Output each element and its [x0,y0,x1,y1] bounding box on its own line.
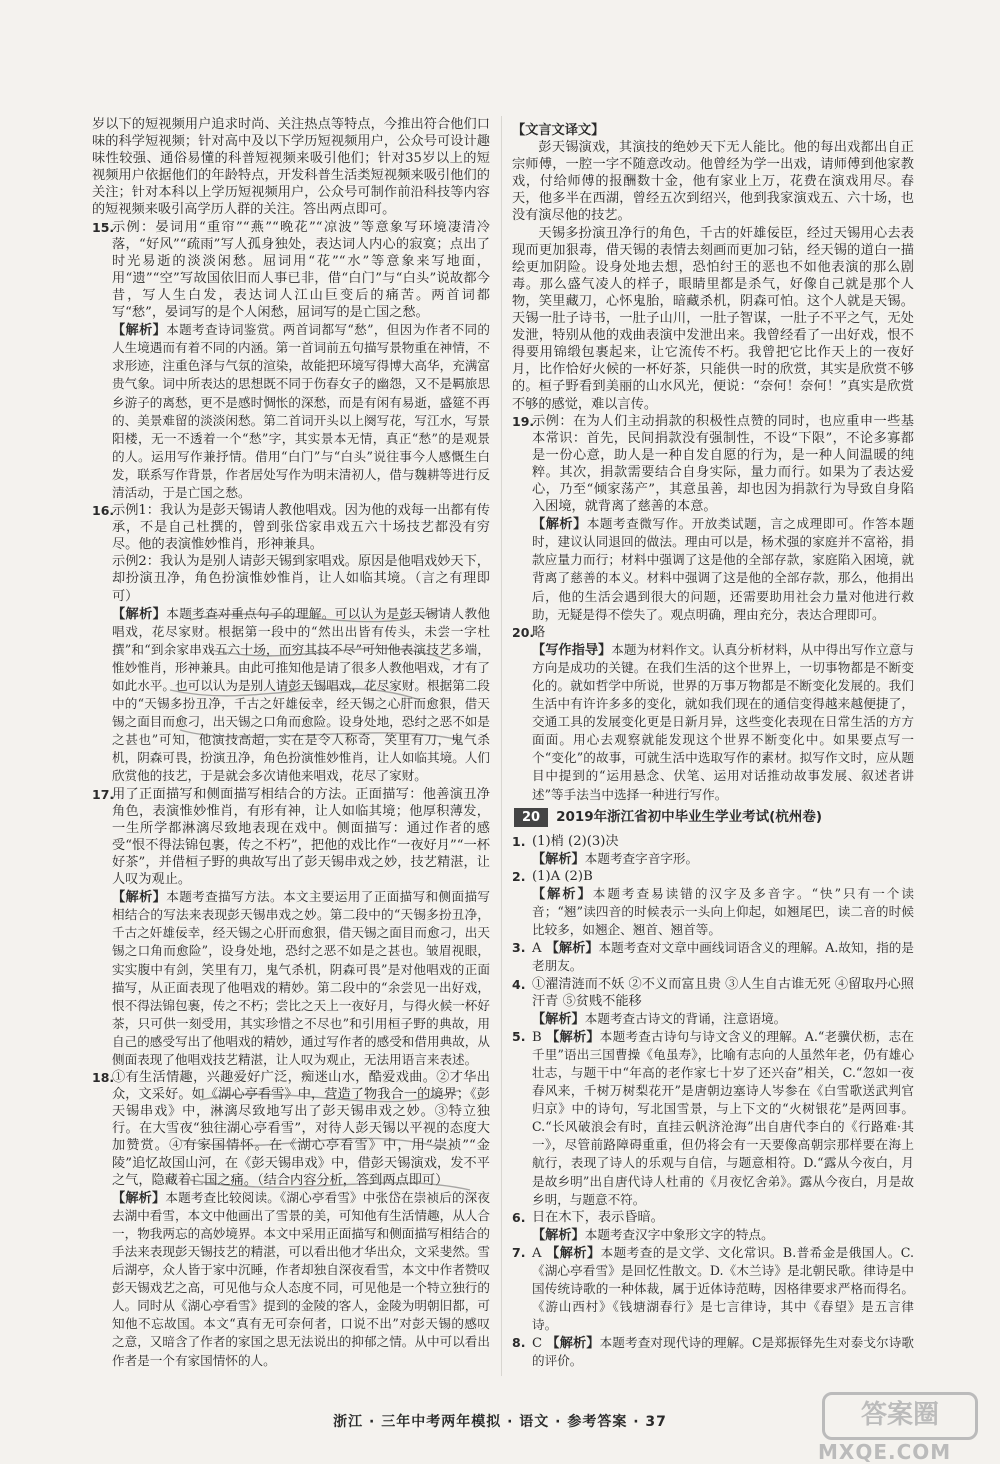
analysis-label: 【解析】 [545,941,599,957]
answer-4 [512,976,914,1028]
answer-number: 6. [512,1209,526,1225]
answer-text: ①有生活情趣，兴趣爱好广泛，痴迷山水，酷爱戏曲。②才华出众，文采好。如《湖心亭看雪》中，营造了物我合一的境界；《彭天锡串戏》中，淋漓尽致地写出了彭天锡串戏之妙。③特立独行。在大雪夜“独往湖心亭看雪”，对待人彭天锡以平视的态度大加赞赏。④有家国情怀。在《湖心亭看雪》中，用“崇祯”“金陵”追忆故国山河，在《彭天锡串戏》中，借彭天锡演戏，发不平之气，隐藏着亡国之痛。（结合内容分析，答到两点即可） [112,1070,490,1188]
analysis-label: 【解析】 [532,1227,585,1243]
analysis-label: 【解析】 [112,606,167,622]
analysis-label: 【解析】 [546,1029,600,1045]
watermark-logo: 答案圈 [822,1392,978,1440]
analysis-label: 【解析】 [532,851,585,867]
answer-2 [512,868,914,939]
analysis-label: 【写作指导】 [532,642,612,658]
answer-text: 日在木下，表示昏暗。 [532,1209,664,1225]
answer-number: 16. [92,503,115,519]
analysis-text: 本题考查比较阅读。《湖心亭看雪》中张岱在崇祯后的深夜去湖中看雪，本文中他画出了雪景的美，可知他有生活情趣，从人合一，物我两忘的高妙境界。本文中采用正面描写和侧面描写相结合的手法来表现彭天锡技艺的精湛，可以看出他才华出众，文采斐然。雪后湖亭，众人皆于家中沉睡，作者却独自深夜看雪，本文中作者赞叹彭天锡戏艺之高，可见他与众人态度不同，可见他是一个特立独行的人。同时从《湖心亭看雪》提到的金陵的客人，金陵为明朝旧都，可知他不忘故国。本文“真有无可奈何者，口说不出”对彭天锡的感叹之意，又暗含了作者的家国之思无法说出的抑郁之情。从中可以看出作者是一个有家国情怀的人。 [112,1189,491,1368]
translation-heading: 【文言文译文】 [512,123,605,138]
answer-17 [92,786,490,1070]
answer-18 [92,1069,490,1370]
answer-20 [512,624,914,804]
left-column [92,116,490,1370]
answer-text: B [532,1029,542,1045]
analysis-label: 【解析】 [532,517,587,533]
page-footer: 浙江 · 三年中考两年模拟 · 语文 · 参考答案 · 37 [333,1414,667,1430]
answer-5 [512,1028,914,1209]
answer-text: A [532,941,542,957]
answer-number: 15. [92,219,115,235]
analysis-text: 本题考查古诗文的背诵，注意语境。 [584,1010,787,1026]
answer-number: 8. [512,1335,526,1351]
analysis-text: 本题考查对文章中画线词语含义的理解。A.故知，指的是老朋友。 [532,940,914,974]
analysis-label: 【解析】 [532,887,593,903]
analysis-text: 本题考查诗词鉴赏。两首词都写“愁”，但因为作者不同的人生境遇而有着不同的内涵。第一首词前五句描写景物重在神情，不求形迹，注重色泽与气氛的渲染，故能把环境写得博大高华，充满富贵气象。词中所表达的思想既不同于伤春女子的幽怨，又不是羁旅思乡游子的离愁，更不是感时惆怅的深愁，而是有闲有易逝，盛筵不再的、美景难留的淡淡闲愁。第二首词开头以上阕写花，写江水，写景阳楼，无一不透着一个“愁”字，其实景本无情，真正“愁”的是观景的人。运用写作兼抒情。借用“白门”与“白头”说往事今人感慨生白发，联系写作背景，作者居处写作为明末清初人，借与魏耕等进行反清活动，于是亡国之愁。 [112,322,490,500]
answer-text: A [532,1245,542,1261]
analysis-label: 【解析】 [532,1011,585,1027]
section-heading [514,808,914,827]
answer-16 [92,502,490,786]
answer-number: 2. [512,868,526,884]
analysis-text: 本题考查易读错的汉字及多音字。“快”只有一个读音；“翘”读四音的时候表示一头向上仰起，如翘尾巴，读二音的时候比较多，如翘企、翘首、翘首等。 [532,886,914,938]
answer-text: 示例：在为人们主动捐款的积极性点赞的同时，也应重申一些基本常识：首先，民间捐款没有强制性，不设“下限”，不论多寡都是一份心意，助人是一种自发自愿的行为，是一种人间温暖的纯粹。其次，捐款需要结合自身实际，量力而行。如果为了表达爱心，乃至“倾家荡产”，其意虽善，却也因为捐款行为导致自身陷入困境，就背离了慈善的本意。 [532,413,914,515]
analysis-label: 【解析】 [546,1245,601,1261]
analysis-text: 本题考查字音字形。 [584,850,699,866]
column-divider [501,116,502,1376]
right-column [512,122,914,1371]
analysis-text: 本题考查对现代诗的理解。C是郑振铎先生对泰戈尔诗歌的评价。 [532,1335,915,1369]
translation-paragraph: 天锡多扮演丑净行的角色，千古的奸雄佞臣，经过天锡用心去表现而更加狠毒，借天锡的表情去刻画而更加刁钻，经天锡的道白一描绘更加阴险。设身处地去想，恐怕纣王的恶也不如他表演的那么剧毒。那么盛气凌人的样子，眼睛里都是杀气，好像自己就是那个人物，笑里藏刀，心怀鬼胎，暗藏杀机，阴森可怕。这个人就是天锡。天锡一肚子诗书，一肚子山川，一肚子智谋，一肚子不平之气，无处发泄，特别从他的戏曲表演中发泄出来。我曾经看了一出好戏，恨不得要用锦缎包裹起来，让它流传不朽。我曾把它比作天上的一夜好月，比作恰好火候的一杯好茶，只能供一时的欣赏，其实是欣赏不够的。桓子野看到美丽的山水风光，便说：“奈何！奈何！”真实是欣赏不够的感觉，难以言传。 [512,225,914,412]
analysis-label: 【解析】 [112,890,167,906]
answer-number: 20. [512,624,535,640]
watermark-url: MXQE.COM [818,1440,952,1464]
answer-text: (1)梢 (2)(3)决 [532,833,619,849]
analysis-label: 【解析】 [112,1190,166,1206]
answer-number: 19. [512,413,535,429]
answer-number: 18. [92,1070,115,1086]
answer-text: 示例：晏词用“重帘”“燕”“晚花”“凉波”等意象写环境凄清冷落，“好风”“疏雨”写人孤身独处，表达词人内心的寂寞；点出了时光易逝的淡淡闲愁。屈词用“花”“水”等意象来写地面，用“遗”“空”写故国依旧而人事已非，借“白门”与“白头”说故都今昔，写人生白发，表达词人江山巨变后的痛苦。两首词都写“愁”，晏词写的是个人闲愁，屈词写的是亡国之愁。 [112,219,490,321]
translation-paragraph: 彭天锡演戏，其演技的绝妙天下无人能比。他的每出戏都出自正宗师傅，一腔一字不随意改动。他曾经为学一出戏，请师傅到他家教戏，付给师傅的报酬数十金，他有家业上万，花费在演戏用尽。春天，他多半在西湖，曾经五次到绍兴，他到我家演戏五、六十场，也没有演尽他的技艺。 [512,140,914,224]
answer-8 [512,1334,914,1370]
answer-text: ①濯清涟而不妖 ②不义而富且贵 ③人生自古谁无死 ④留取丹心照汗青 ⑤贫贱不能移 [532,976,914,1009]
answer-6 [512,1209,914,1244]
answer-number: 1. [512,833,526,849]
answer-text: 略 [532,624,546,640]
analysis-text: 本题考查微写作。开放类试题，言之成理即可。作答本题时，建议认同退回的做法。理由可以是，杨术强的家庭并不富裕，捐款应量力而行；材料中强调了这是他的全部存款，家庭陷入困境，就背离了慈善的本义。材料中强调了这是他的全部存款，那么，他捐出后，他的生活会遇到很大的问题，还需要助用社会力量对他进行救助，无疑是得不偿失了。观点明确，理由充分，表达合理即可。 [532,516,915,622]
section-title: 2019年浙江省初中毕业生学业考试(杭州卷) [556,808,823,825]
analysis-text: 本题为材料作文。认真分析材料，从中得出写作立意与方向是成功的关键。在我们生活的这个世界上，一切事物都是不断变化的。就如哲学中所说，世界的万事万物都是不断变化发展的。我们生活中有许许多多的变化，就如我们现在的通信变得越来越便捷了，交通工具的发展变化更是日新月异，这些变化表现在日常生活的方方面面。用心去观察就能发现这个世界不断变化中。如果要点写一个“变化”的故事，可就生活中选取写作的素材。拟写作文时，应从题目中提到的“运用悬念、伏笔、运用对话推动故事发展、叙述者讲述”等手法当中选择一种进行写作。 [532,641,915,802]
answer-text: 用了正面描写和侧面描写相结合的方法。正面描写：他善演丑净角色，表演惟妙惟肖，有形有神，让人如临其境；他厚积薄发，一生所学都淋漓尽致地表现在戏中。侧面描写：通过作者的感受“恨不得法锦包裹，传之不朽”，把他的戏比作“一夜好月”“一杯好茶”，并借桓子野的典故写出了彭天锡串戏之妙，技艺精湛，让人叹为观止。 [112,786,490,888]
answer-19 [512,413,914,624]
analysis-text: 本题考查对重点句子的理解。可以认为是彭天锡请人教他唱戏，花尽家财。根据第一段中的“然出出皆有传头，未尝一字杜撰”和“到余家串戏五六十场，而穷其技不尽”可知他表演技艺多端，惟妙惟肖，形神兼具。由此可推知他是请了很多人教他唱戏，才有了如此水平。也可以认为是别人请彭天锡唱戏，花尽家财。根据第二段中的“天锡多扮丑净，千古之奸雄佞幸，经天锡之心肝而愈狠，借天锡之面目而愈刁，出天锡之口角而愈险。设身处地，恐纣之恶不如是之甚也”可知，他演技高超，实在是令人称奇，笑里有刀，鬼气杀机，阴森可畏，扮演丑净，角色扮演惟妙惟肖，让人如临其境。人们欣赏他的技艺，于是就会多次请他来唱戏，花尽了家财。 [112,605,491,784]
answer-3 [512,939,914,975]
answer-number: 5. [512,1028,526,1044]
answer-1 [512,833,914,868]
analysis-text: 本题考查汉字中象形文字的特点。 [584,1226,774,1242]
answer-number: 7. [512,1244,526,1260]
paragraph: 岁以下的短视频用户追求时尚、关注热点等特点，今推出符合他们口味的科学短视频；针对高中及以下学历短视频用户，公众号可设计趣味性较强、通俗易懂的科普短视频来吸引他们；针对35岁以上的短视频用户依据他们的年龄特点，开发科普生活类短视频来吸引他们的关注；针对本科以上学历短视频用户，公众号可制作前沿科技等内容的短视频来吸引高学历人群的关注。答出两点即可。 [92,117,490,218]
analysis-text: 本题考查描写方法。本文主要运用了正面描写和侧面描写相结合的写法来表现彭天锡串戏之妙。第二段中的“天锡多扮丑净，千古之奸雄佞幸，经天锡之心肝而愈狠，借天锡之面目而愈刁，出天锡之口角而愈险”，设身处地，恐纣之恶不如是之甚也。皱眉视眼，实实腹中有剑，笑里有刀，鬼气杀机，阴森可畏”是对他唱戏的正面描写，从正面表现了他唱戏的精妙。第二段中的“余尝见一出好戏，恨不得法锦包裹，传之不朽；尝比之天上一夜好月，与得火候一杯好茶，只可供一刻受用，其实珍惜之不尽也”和引用桓子野的典故，用自己的感受写出了他唱戏的精妙，通过写作者的感受和借用典故，从侧面表现了他唱戏技艺精湛，让人叹为观止，无法用语言来表述。 [112,889,491,1067]
answer-number: 3. [512,940,526,956]
answer-number: 4. [512,976,526,992]
analysis-text: 本题考查古诗句与诗文含义的理解。A.“老骥伏枥，志在千里”语出三国曹操《龟虽寿》，比喻有志向的人虽然年老，仍有雄心壮志，与题干中“年高的老作家七十岁了还兴奋”相关，C.“忽如一夜春风来，千树万树梨花开”是唐朝边塞诗人岑参在《白雪歌送武判官归京》中的诗句，写北国雪景，与上下文的“火树银花”是两回事。C.“长风破浪会有时，直挂云帆济沧海”出自唐代李白的《行路难·其一》，尽管前路障碍重重，但仍将会有一天要像高朝宗那样要在海上航行，表现了诗人的乐观与自信，与题意相符。D.“露从今夜白，月是故乡明”出自唐代诗人杜甫的《月夜忆舍弟》。露从今夜白，月是故乡明，与题意不符。 [532,1028,915,1207]
section-number: 20 [514,808,548,827]
analysis-label: 【解析】 [112,323,167,339]
answer-number: 17. [92,786,115,802]
answer-15 [92,219,490,503]
answer-text: C [532,1336,543,1352]
analysis-text: 本题考查的是文学、文化常识。B.普希金是俄国人。C.《湖心亭看雪》是回忆性散文。D.《木兰诗》是北朝民歌。律诗是中国传统诗歌的一种体裁，属于近体诗范畴，因格律要求严格而得名。《游山西村》《钱塘湖春行》是七言律诗，其中《春望》是五言律诗。 [532,1244,914,1333]
answer-text: 示例2：我认为是别人请彭天锡到家唱戏。原因是他唱戏妙天下，却扮演丑净，角色扮演惟妙惟肖，让人如临其境。（言之有理即可） [112,554,490,604]
answer-text: (1)A (2)B [532,868,593,884]
answer-text: 示例1：我认为是彭天锡请人教他唱戏。因为他的戏每一出都有传承，不是自己杜撰的，曾到张岱家串戏五六十场技艺都没有穷尽。他的表演惟妙惟肖，形神兼具。 [112,503,490,553]
analysis-label: 【解析】 [546,1336,600,1352]
answer-7 [512,1244,914,1334]
